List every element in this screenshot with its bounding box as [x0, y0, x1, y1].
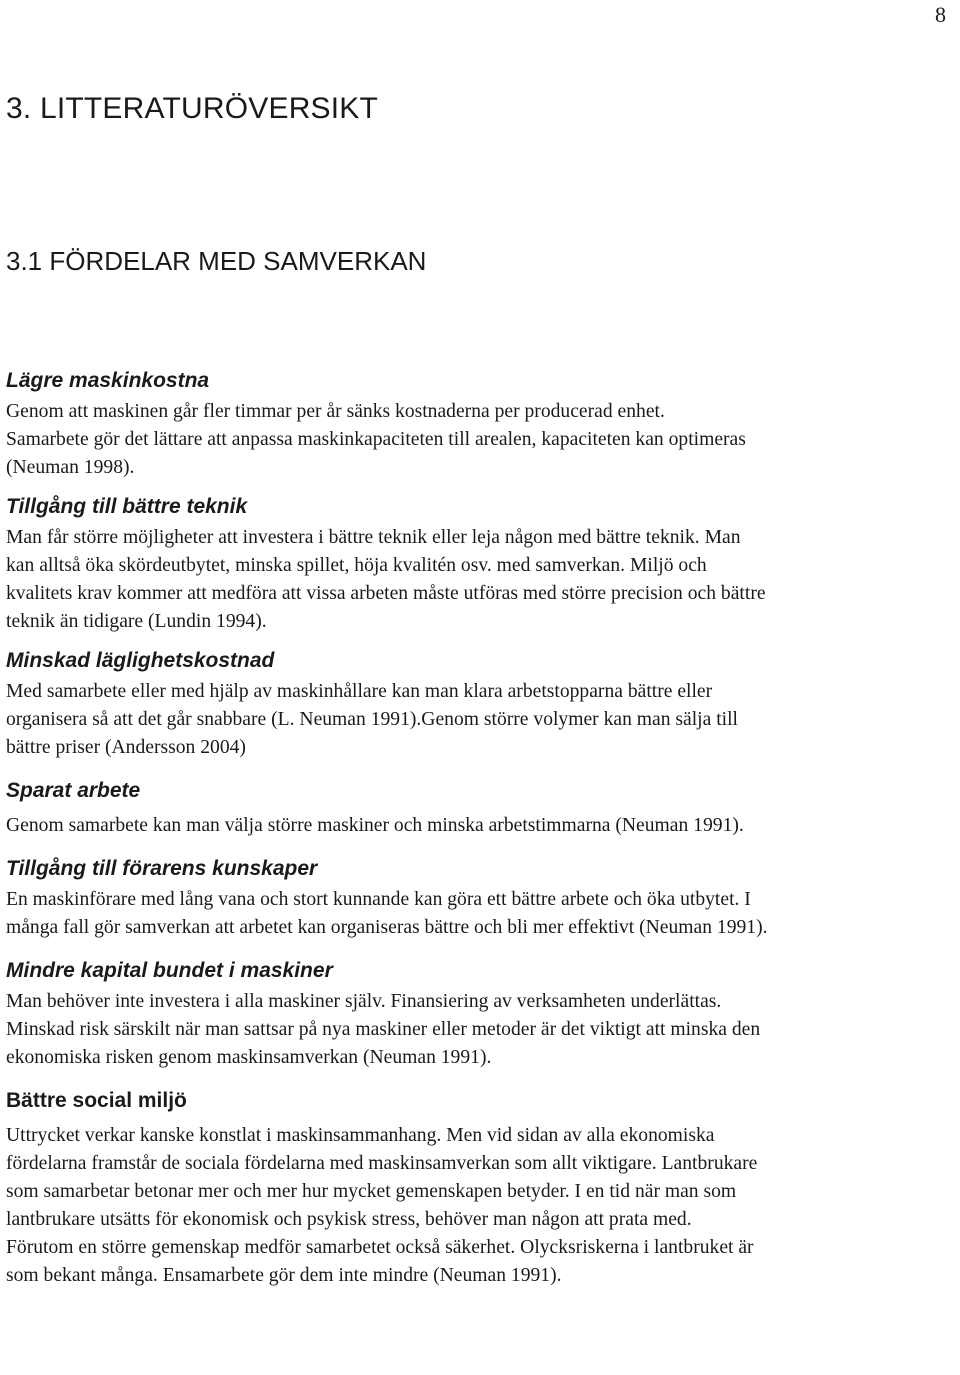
chapter-title: 3. LITTERATURÖVERSIKT [6, 92, 379, 125]
text-line: som samarbetar betonar mer och mer hur mycket gemenskapen betyder. I en tid när man som [6, 1181, 737, 1202]
text-line: fördelarna framstår de sociala fördelarna med maskinsamverkan som allt viktigare. Lantbrukare [6, 1153, 758, 1174]
subheading: Sparat arbete [6, 779, 141, 802]
subheading: Lägre maskinkostna [6, 369, 210, 392]
section-tillgang-till-battre-teknik [6, 490, 956, 636]
page-number: 8 [935, 2, 946, 27]
text-line: ekonomiska risken genom maskinsamverkan (Neuman 1991). [6, 1047, 492, 1068]
subheading: Tillgång till bättre teknik [6, 495, 248, 518]
subheading: Tillgång till förarens kunskaper [6, 857, 318, 880]
text-line: kan alltså öka skördeutbytet, minska spillet, höja kvalitén osv. med samverkan. Miljö och [6, 555, 707, 576]
text-line: många fall gör samverkan att arbetet kan organiseras bättre och bli mer effektivt (Neuman 1991). [6, 917, 768, 938]
text-line: teknik än tidigare (Lundin 1994). [6, 611, 267, 632]
subheading: Bättre social miljö [6, 1089, 187, 1112]
text-line: kvalitets krav kommer att medföra att vissa arbeten måste utföras med större precision och bättre [6, 583, 766, 604]
section-mindre-kapital-bundet [6, 954, 956, 1072]
subheading: Mindre kapital bundet i maskiner [6, 959, 333, 982]
text-line: lantbrukare utsätts för ekonomisk och psykisk stress, behöver man någon att prata med. [6, 1209, 692, 1230]
text-line: Man får större möjligheter att investera i bättre teknik eller leja någon med bättre teknik. Man [6, 527, 741, 548]
text-line: Man behöver inte investera i alla maskiner själv. Finansiering av verksamheten underlättas. [6, 991, 722, 1012]
subheading: Minskad läglighetskostnad [6, 649, 275, 672]
section-title: 3.1 FÖRDELAR MED SAMVERKAN [6, 246, 427, 276]
paragraph [6, 886, 956, 942]
text-line: som bekant många. Ensamarbete gör dem inte mindre (Neuman 1991). [6, 1265, 562, 1286]
paragraph [6, 1122, 956, 1290]
text-line: Genom att maskinen går fler timmar per år sänks kostnaderna per producerad enhet. [6, 401, 665, 422]
text-line: Med samarbete eller med hjälp av maskinhållare kan man klara arbetstopparna bättre eller [6, 681, 713, 702]
text-line: Förutom en större gemenskap medför samarbetet också säkerhet. Olycksriskerna i lantbruket är [6, 1237, 754, 1258]
section-lagre-maskinkostna [6, 364, 956, 482]
section-sparat-arbete [6, 774, 956, 840]
text-line: En maskinförare med lång vana och stort kunnande kan göra ett bättre arbete och öka utbytet. I [6, 889, 751, 910]
text-line: Uttrycket verkar kanske konstlat i maskinsammanhang. Men vid sidan av alla ekonomiska [6, 1125, 715, 1146]
text-line: bättre priser (Andersson 2004) [6, 737, 246, 758]
text-line: (Neuman 1998). [6, 457, 135, 478]
text-line: Samarbete gör det lättare att anpassa maskinkapaciteten till arealen, kapaciteten kan optimeras [6, 429, 746, 450]
section-battre-social-miljo [6, 1084, 956, 1290]
paragraph [6, 988, 956, 1072]
document-body [6, 364, 956, 1290]
section-minskad-laglighetskostnad [6, 644, 956, 762]
paragraph [6, 524, 956, 636]
text-line: Minskad risk särskilt när man sattsar på nya maskiner eller metoder är det viktigt att minska den [6, 1019, 761, 1040]
paragraph [6, 398, 956, 482]
text-line: organisera så att det går snabbare (L. Neuman 1991).Genom större volymer kan man sälja till [6, 709, 738, 730]
paragraph [6, 812, 956, 840]
text-line: Genom samarbete kan man välja större maskiner och minska arbetstimmarna (Neuman 1991). [6, 815, 744, 836]
paragraph [6, 678, 956, 762]
section-tillgang-till-forarens-kunskaper [6, 852, 956, 942]
